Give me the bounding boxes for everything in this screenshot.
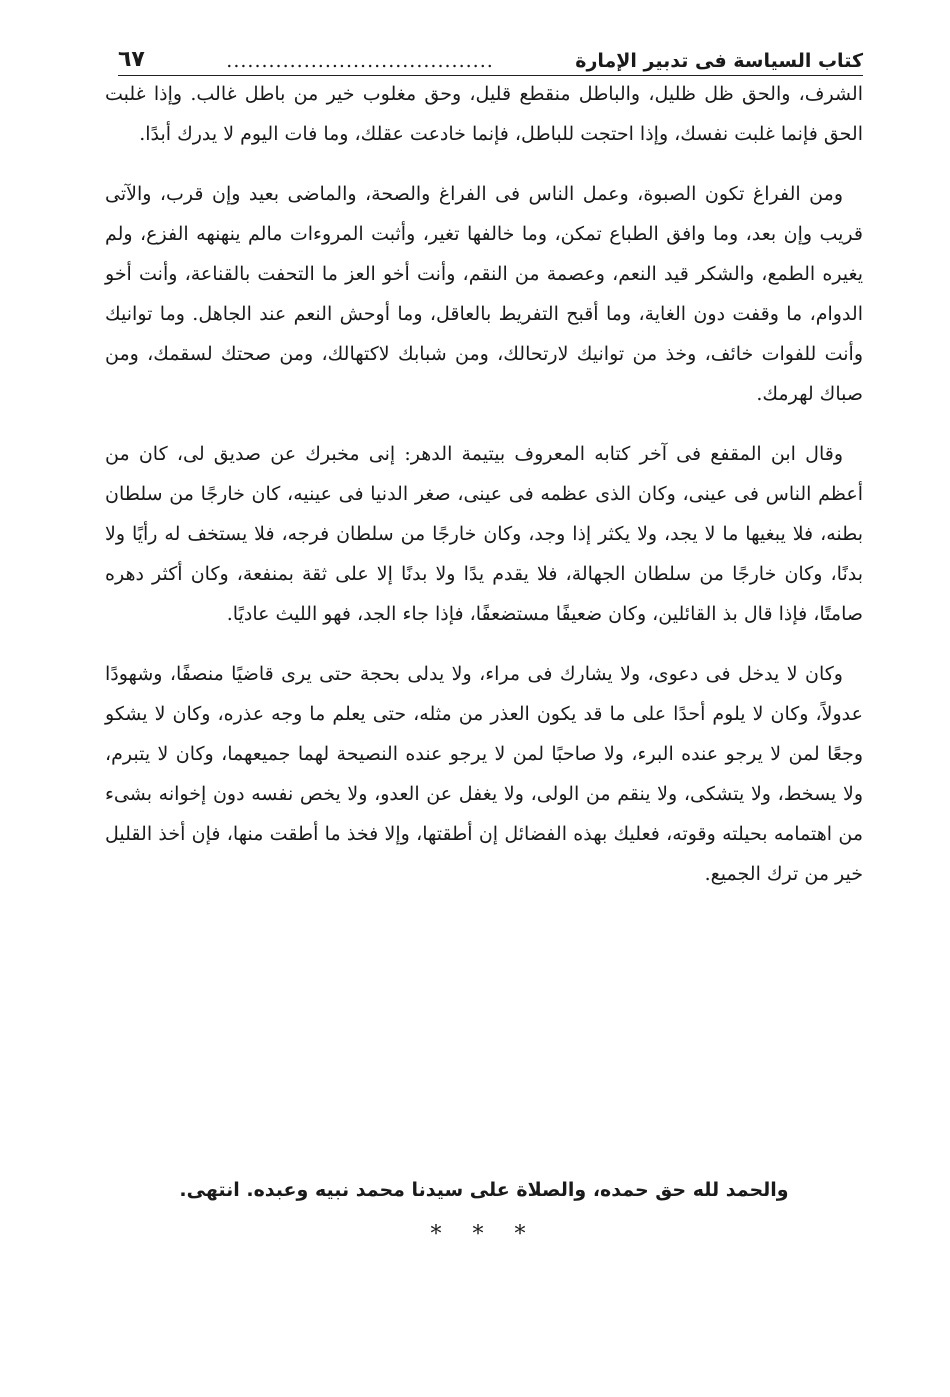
- paragraph-3: وقال ابن المقفع فى آخر كتابه المعروف بيتيمة الدهر: إنى مخبرك عن صديق لى، كان من أعظم الناس فى عينى، وكان الذى عظمه فى عينى، صغر الدنيا فى عينيه، كان خارجًا من سلطان بطنه، فلا يبغيها ما لا يجد، ولا يكثر إذا وجد، وكان خارجًا من سلطان فرجه، فلا يستخف له رأيًا ولا بدنًا، وكان خارجًا من سلطان الجهالة، فلا يقدم يدًا ولا بدنًا إلا على ثقة بمنفعة، وكان أكثر دهره صامتًا، فإذا قال بذ القائلين، وكان ضعيفًا مستضعفًا، فإذا جاء الجد، فهو الليث عاديًا.: [105, 443, 863, 625]
- closing-line: والحمد لله حق حمده، والصلاة على سيدنا محمد نبيه وعبده. انتهى.: [179, 1179, 789, 1201]
- asterism-ornament: * * *: [430, 1222, 538, 1247]
- paragraph-4: وكان لا يدخل فى دعوى، ولا يشارك فى مراء، ولا يدلى بحجة حتى يرى قاضيًا منصفًا، وشهودًا عدولاً، وكان لا يلوم أحدًا على ما قد يكون العذر من مثله، حتى يعلم ما وجه عذره، وكان لا يشكو وجعًا لمن لا يرجو عنده البرء، ولا صاحبًا لمن لا يرجو عنده النصيحة لهما جميعهما، وكان لا يتبرم، ولا يسخط، ولا يتشكى، ولا ينقم من الولى، ولا يغفل عن العدو، ولا يخص نفسه دون إخوانه بشىء من اهتمامه بحيلته وقوته، فعليك بهذه الفضائل إن أطقتها، وإلا فخذ ما أطقت منها، فإن أخذ القليل خير من ترك الجميع.: [105, 663, 863, 885]
- page-number: ٦٧: [118, 47, 145, 72]
- paragraph-2: ومن الفراغ تكون الصبوة، وعمل الناس فى الفراغ والصحة، والماضى بعيد وإن قرب، والآتى قريب وإن بعد، وما وافق الطباع تمكن، وما خالفها تغير، وأثبت المروءات مالم ينهنهه الفزع، ولم يغيره الطمع، والشكر قيد النعم، وعصمة من النقم، وأنت أخو العز ما التحفت بالقناعة، وأنت أخو الدوام، ما وقفت دون الغاية، وما أقبح التفريط بالعاقل، وما أوحش النعم عند الجاهل. وما توانيك وأنت للفوات خائف، وخذ من توانيك لارتحالك، ومن شبابك لاكتهالك، ومن صحتك لسقمك، ومن صباك لهرمك.: [105, 183, 863, 405]
- book-title: كتاب السياسة فى تدبير الإمارة: [575, 50, 863, 72]
- main-text: [105, 74, 863, 908]
- header-leader-dots: ......................................: [226, 50, 494, 72]
- paragraph-1: الشرف، والحق ظل ظليل، والباطل منقطع قليل، وحق مغلوب خير من باطل غالب. وإذا غلبت الحق فإنما غلبت نفسك، وإذا احتجت للباطل، فإنما خادعت عقلك، وما فات اليوم لا يدرك أبدًا.: [105, 83, 863, 145]
- running-header: [118, 34, 863, 76]
